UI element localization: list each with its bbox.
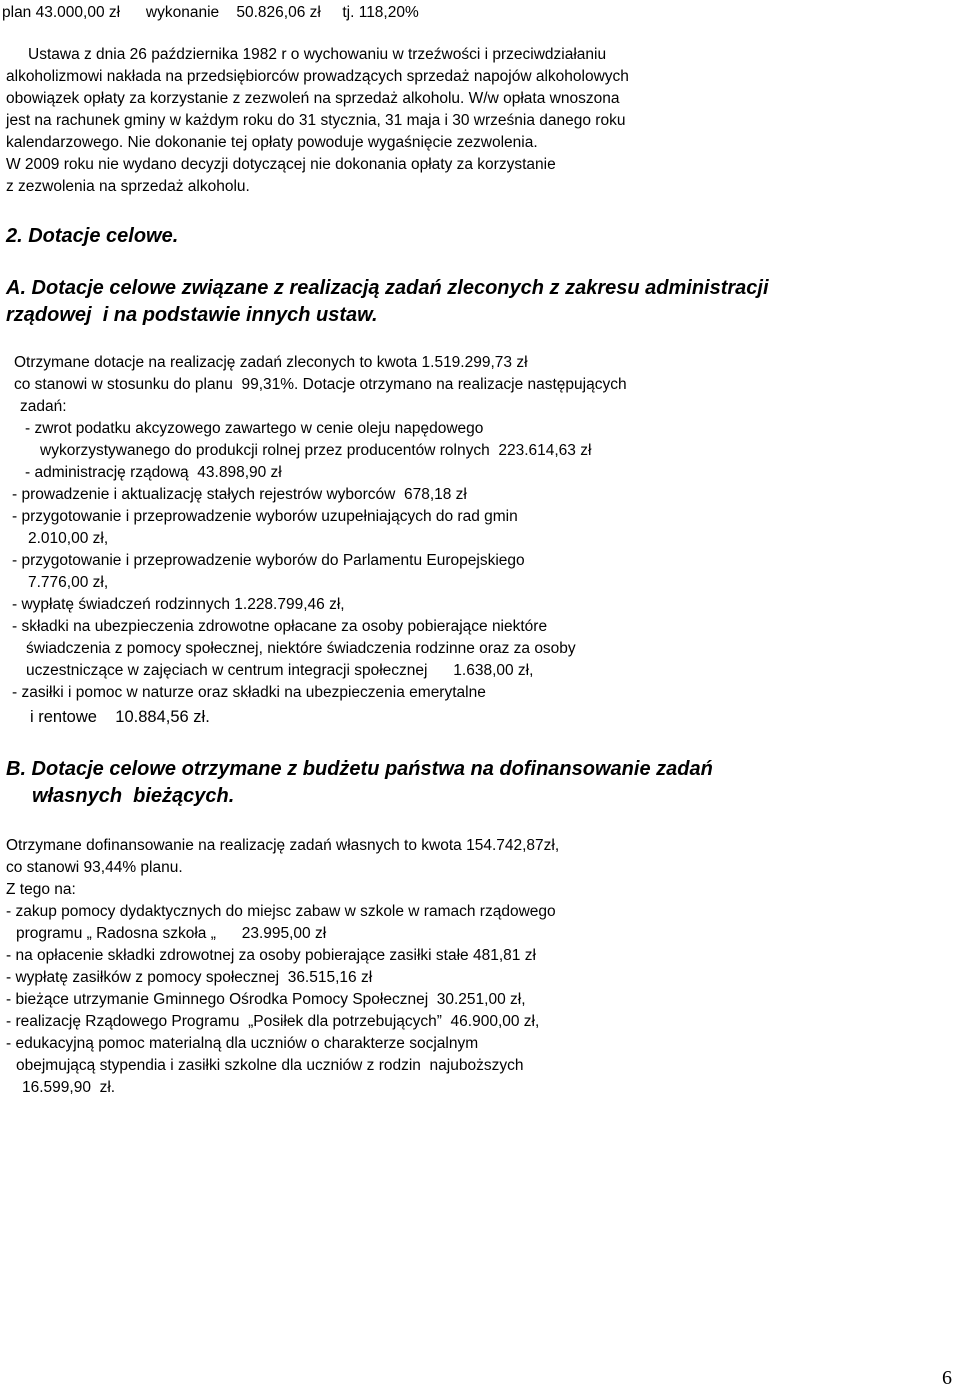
paragraph-line: obowiązek opłaty za korzystanie z zezwoleń na sprzedaż alkoholu. W/w opłata wnoszona	[6, 90, 620, 107]
list-item: - prowadzenie i aktualizację stałych rejestrów wyborców 678,18 zł	[12, 486, 467, 503]
paragraph-line: Ustawa z dnia 26 października 1982 r o wychowaniu w trzeźwości i przeciwdziałaniu	[28, 46, 607, 63]
subsection-heading: B. Dotacje celowe otrzymane z budżetu państwa na dofinansowanie zadań	[6, 758, 713, 780]
list-item: - wypłatę świadczeń rodzinnych 1.228.799,46 zł,	[12, 596, 345, 613]
list-item: - edukacyjną pomoc materialną dla uczniów o charakterze socjalnym	[6, 1035, 479, 1052]
list-item: - wypłatę zasiłków z pomocy społecznej 36.515,16 zł	[6, 969, 373, 986]
paragraph-line: jest na rachunek gminy w każdym roku do 31 stycznia, 31 maja i 30 września danego roku	[6, 112, 626, 129]
page-number: 6	[942, 1367, 952, 1389]
list-item-continued: i rentowe 10.884,56 zł.	[30, 708, 210, 726]
paragraph-line: co stanowi 93,44% planu.	[6, 859, 183, 876]
list-item-continued: obejmującą stypendia i zasiłki szkolne dla uczniów z rodzin najuboższych	[16, 1057, 524, 1074]
subsection-heading-continued: rządowej i na podstawie innych ustaw.	[6, 304, 378, 326]
list-item-continued: uczestniczące w zajęciach w centrum integracji społecznej 1.638,00 zł,	[26, 662, 534, 679]
list-item: - administrację rządową 43.898,90 zł	[25, 464, 282, 481]
list-item: - składki na ubezpieczenia zdrowotne opłacane za osoby pobierające niektóre	[12, 618, 548, 635]
subsection-heading-continued: własnych bieżących.	[32, 785, 235, 807]
list-item: - przygotowanie i przeprowadzenie wyborów do Parlamentu Europejskiego	[12, 552, 525, 569]
subsection-heading: A. Dotacje celowe związane z realizacją zadań zleconych z zakresu administracji	[6, 277, 769, 299]
paragraph-line: co stanowi w stosunku do planu 99,31%. Dotacje otrzymano na realizacje następujących	[14, 376, 627, 393]
list-item-continued: 16.599,90 zł.	[22, 1079, 116, 1096]
paragraph-line: zadań:	[20, 398, 67, 415]
paragraph-line: Otrzymane dofinansowanie na realizację zadań własnych to kwota 154.742,87zł,	[6, 837, 560, 854]
list-item-continued: wykorzystywanego do produkcji rolnej przez producentów rolnych 223.614,63 zł	[40, 442, 592, 459]
list-item: - na opłacenie składki zdrowotnej za osoby pobierające zasiłki stałe 481,81 zł	[6, 947, 536, 964]
list-item-continued: świadczenia z pomocy społecznej, niektóre świadczenia rodzinne oraz za osoby	[26, 640, 576, 657]
paragraph-line: kalendarzowego. Nie dokonanie tej opłaty powoduje wygaśnięcie zezwolenia.	[6, 134, 538, 151]
list-item-continued: programu „ Radosna szkoła „ 23.995,00 zł	[16, 925, 327, 942]
list-item: - bieżące utrzymanie Gminnego Ośrodka Pomocy Społecznej 30.251,00 zł,	[6, 991, 526, 1008]
budget-summary-line: plan 43.000,00 zł wykonanie 50.826,06 zł tj. 118,20%	[2, 4, 419, 21]
section-heading: 2. Dotacje celowe.	[6, 225, 179, 247]
list-item: - zwrot podatku akcyzowego zawartego w cenie oleju napędowego	[25, 420, 484, 437]
list-item-continued: 7.776,00 zł,	[28, 574, 109, 591]
paragraph-line: Z tego na:	[6, 881, 76, 898]
paragraph-line: alkoholizmowi nakłada na przedsiębiorców prowadzących sprzedaż napojów alkoholowych	[6, 68, 629, 85]
paragraph-line: Otrzymane dotacje na realizację zadań zleconych to kwota 1.519.299,73 zł	[14, 354, 528, 371]
list-item: - zasiłki i pomoc w naturze oraz składki na ubezpieczenia emerytalne	[12, 684, 486, 701]
list-item: - realizację Rządowego Programu „Posiłek dla potrzebujących” 46.900,00 zł,	[6, 1013, 540, 1030]
list-item-continued: 2.010,00 zł,	[28, 530, 109, 547]
paragraph-line: W 2009 roku nie wydano decyzji dotyczącej nie dokonania opłaty za korzystanie	[6, 156, 556, 173]
list-item: - przygotowanie i przeprowadzenie wyborów uzupełniających do rad gmin	[12, 508, 518, 525]
list-item: - zakup pomocy dydaktycznych do miejsc zabaw w szkole w ramach rządowego	[6, 903, 556, 920]
paragraph-line: z zezwolenia na sprzedaż alkoholu.	[6, 178, 250, 195]
